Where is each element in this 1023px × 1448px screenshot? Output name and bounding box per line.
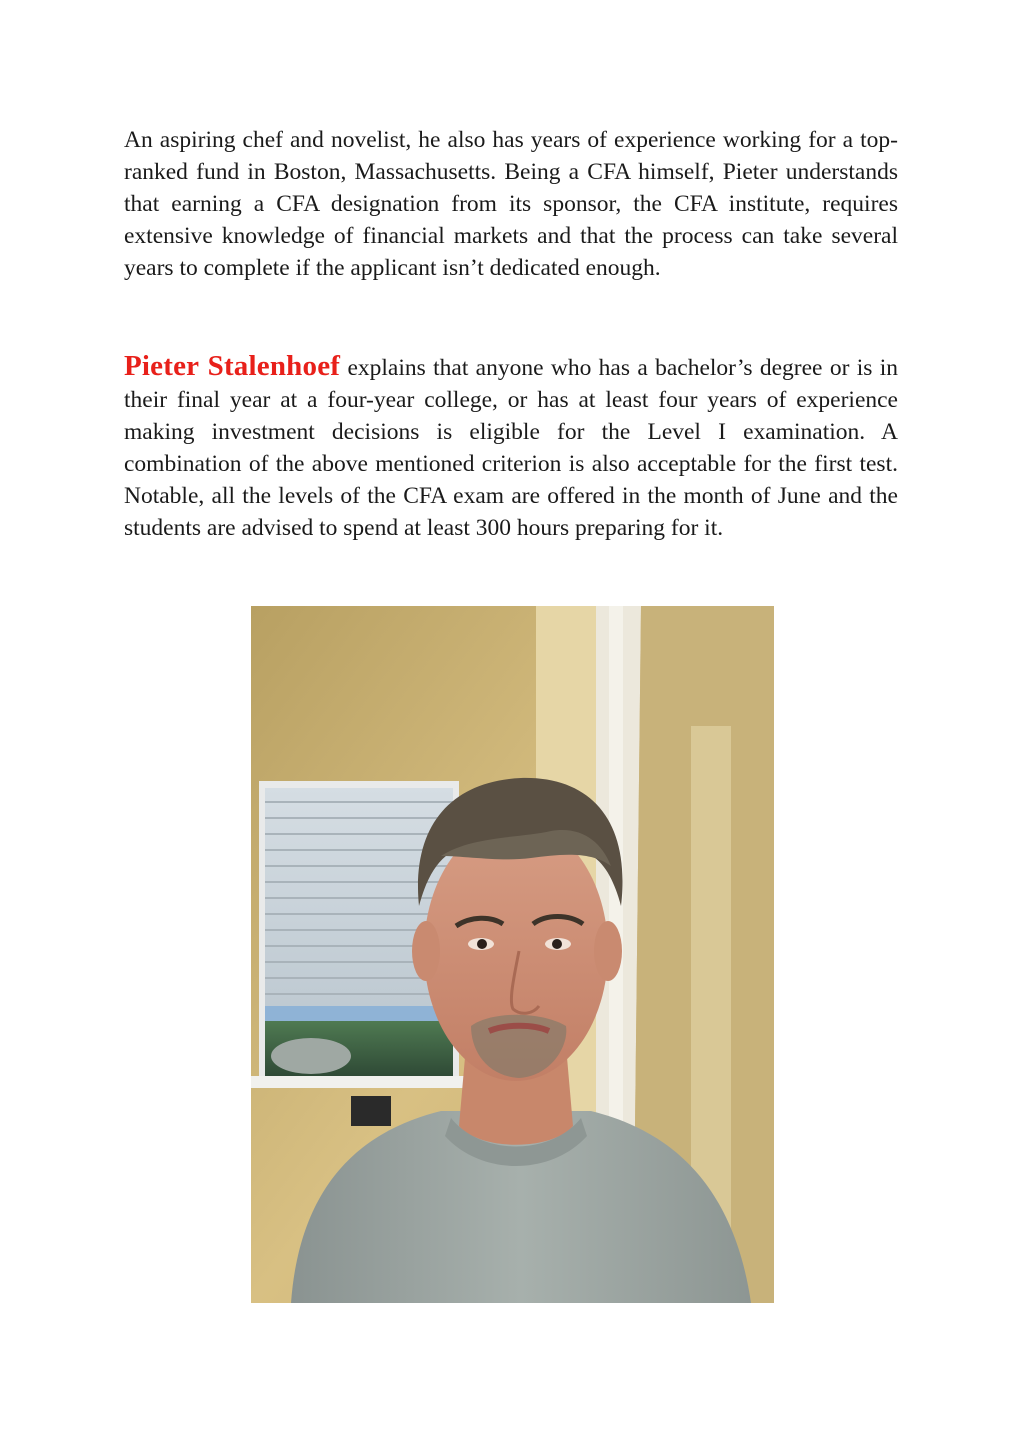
- paragraph-intro-text: An aspiring chef and novelist, he also has years of experience working for a top-ranked fund in Boston, Massachusetts. Being a CFA himself, Pieter understands that earning a CFA designation from its sponsor, the CFA institute, requires extensive knowledge of financial markets and that the process can take several years to complete if the applicant isn’t dedicated enough.: [124, 127, 898, 281]
- paragraph-intro: [124, 124, 898, 284]
- portrait-photo: [251, 606, 774, 1303]
- highlighted-name: Pieter Stalenhoef: [124, 350, 341, 382]
- paragraph-eligibility-text: explains that anyone who has a bachelor’s degree or is in their final year at a four-year college, or has at least four years of experience making investment decisions is eligible for the Level I examination. A combination of the above mentioned criterion is also acceptable for the first test. Notable, all the levels of the CFA exam are offered in the month of June and the students are advised to spend at least 300 hours preparing for it.: [124, 355, 899, 541]
- paragraph-eligibility: [124, 350, 898, 544]
